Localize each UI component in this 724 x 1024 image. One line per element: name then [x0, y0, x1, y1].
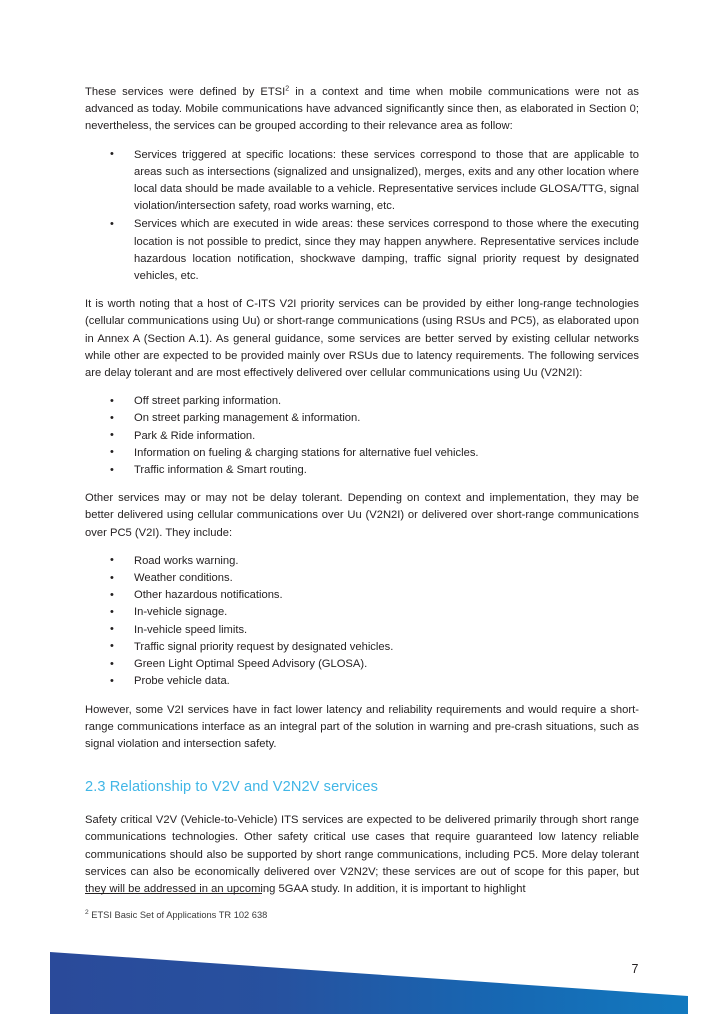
footnote-entry: [85, 909, 639, 922]
footnote-separator: [85, 893, 262, 894]
page-number: 7: [631, 962, 639, 976]
list-item: • Probe vehicle data.: [85, 673, 639, 690]
paragraph-intro-post: in a context and time when mobile communications were not as advanced as today. Mobile communications have advanced significantly since then, as elaborated in Section 0; nevertheless, the services can be grouped according to their relevance area as follow:: [85, 86, 640, 133]
list-item: • Other hazardous notifications.: [85, 587, 639, 604]
footer-decoration: [0, 944, 724, 1024]
delay-tolerant-bullet-list: [85, 393, 639, 479]
list-item: • Green Light Optimal Speed Advisory (GLOSA).: [85, 656, 639, 673]
page-content: [85, 84, 639, 898]
paragraph-intro: [85, 84, 639, 136]
footnote-number: 2: [85, 908, 89, 916]
paragraph-safety-critical: Safety critical V2V (Vehicle-to-Vehicle) ITS services are expected to be delivered primarily through short range communications technologies. Other safety critical use cases that require guaranteed low latency reliable communications should also be supported by short range communications, including PC5. More delay tolerant services can also be economically delivered over V2N2V; these services are out of scope for this paper, but they will be addressed in an upcoming 5GAA study. In addition, it is important to highlight: [85, 814, 639, 895]
list-item: • Park & Ride information.: [85, 428, 639, 445]
footnote-marker-inline[interactable]: 2: [285, 85, 290, 93]
paragraph-however: However, some V2I services have in fact lower latency and reliability requirements and would require a short-range communications interface as an integral part of the solution in warning and pre-crash situations, such as signal violation and intersection safety.: [85, 703, 639, 750]
list-item: • Weather conditions.: [85, 570, 639, 587]
paragraph-citis: It is worth noting that a host of C-ITS V2I priority services can be provided by either long-range technologies (cellular communications using Uu) or short-range communications (using RSUs and PC5), as elaborated upon in Annex A (Section A.1). As general guidance, some services are better served by existing cellular networks while other are expected to be provided mainly over RSUs due to latency requirements. The following services are delay tolerant and are most effectively delivered over cellular communications using Uu (V2N2I):: [85, 298, 639, 380]
list-item: • In-vehicle speed limits.: [85, 622, 639, 639]
list-item: • Services triggered at specific locations: these services correspond to those that are applicable to areas such as intersections (signalized and unsignalized), merges, exits and any other location where local data should be made available to a vehicle. Representative services include GLOSA/TTG, signal violation/intersection safety, road works warning, etc.: [85, 147, 639, 216]
paragraph-other-services: Other services may or may not be delay tolerant. Depending on context and implementation, they may be better delivered using cellular communications over Uu (V2N2I) or delivered over short-range communications over PC5 (V2I). They include:: [85, 492, 639, 539]
section-heading-2-3: 2.3 Relationship to V2V and V2N2V services: [85, 779, 378, 796]
list-item: • Information on fueling & charging stations for alternative fuel vehicles.: [85, 445, 639, 462]
footnote-body: ETSI Basic Set of Applications TR 102 638: [91, 910, 268, 920]
list-item: • Road works warning.: [85, 553, 639, 570]
list-item: • Traffic information & Smart routing.: [85, 462, 639, 479]
list-item: • On street parking management & information.: [85, 410, 639, 427]
paragraph-intro-pre: These services were defined by ETSI: [85, 86, 286, 98]
relevance-bullet-list: [85, 147, 639, 286]
list-item: • Off street parking information.: [85, 393, 639, 410]
footnote-area: [85, 893, 639, 922]
list-item: • Services which are executed in wide areas: these services correspond to those where the executing location is not possible to predict, since they may happen anywhere. Representative services include hazardous location notification, shockwave damping, traffic signal priority request by designated vehicles, etc.: [85, 216, 639, 285]
list-item: • In-vehicle signage.: [85, 604, 639, 621]
list-item: • Traffic signal priority request by designated vehicles.: [85, 639, 639, 656]
mixed-tolerance-bullet-list: [85, 553, 639, 691]
